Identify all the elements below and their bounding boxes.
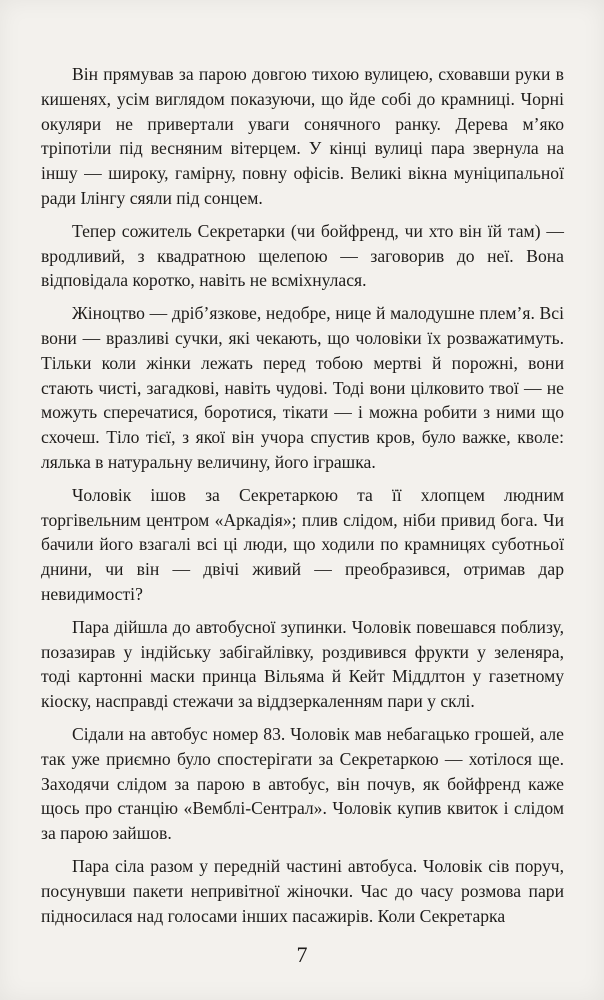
body-text bbox=[41, 62, 564, 936]
paragraph-7: Пара сіла разом у передній частині автобуса. Чоловік сів поруч, посунувши пакети непривітної жіночки. Час до часу розмова пари підносилася над голосами інших пасажирів. Коли Секретарка bbox=[41, 855, 564, 926]
paragraph-5: Пара дійшла до автобусної зупинки. Чоловік повешався поблизу, позазирав у індійську забігайлівку, роздивився фрукти у зеленяра, тоді картонні маски принца Вільяма й Кейт Міддлтон у газетному кіоску, насправді стежачи за віддзеркаленням пари у склі. bbox=[41, 616, 564, 712]
paragraph-2: Тепер сожитель Секретарки (чи бойфренд, чи хто він їй там) — вродливий, з квадратною щелепою — заговорив до неї. Вона відповідала коротко, навіть не всміхнулася. bbox=[41, 220, 564, 291]
page-number: 7 bbox=[296, 942, 308, 967]
paragraph-1: Він прямував за парою довгою тихою вулицею, сховавши руки в кишенях, усім виглядом показуючи, що йде собі до крамниці. Чорні окуляри не привертали уваги сонячного ранку. Дерева м’яко тріпотіли під весняним вітерцем. У кінці вулиці пара звернула на іншу — широку, гамірну, повну офісів. Великі вікна муніципальної ради Ілінгу сяяли під сонцем. bbox=[41, 64, 564, 208]
paragraph-4: Чоловік ішов за Секретаркою та її хлопцем людним торгівельним центром «Аркадія»; плив слідом, ніби привид бога. Чи бачили його взагалі всі ці люди, що ходили по крамницях суботньої днини, чи він — двічі живий — преобразився, отримав дар невидимості? bbox=[41, 484, 564, 604]
paragraph-6: Сідали на автобус номер 83. Чоловік мав небагацько грошей, але так уже приємно було спостерігати за Секретаркою — хотілося ще. Заходячи слідом за парою в автобус, він почув, як бойфренд каже щось про станцію «Вемблі-Сентрал». Чоловік купив квиток і слідом за парою зайшов. bbox=[41, 723, 564, 844]
paragraph-3: Жіноцтво — дріб’язкове, недобре, нице й малодушне плем’я. Всі вони — вразливі сучки, які чекають, що чоловіки їх розважатимуть. Тільки коли жінки лежать перед тобою мертві й порожні, вони стають чисті, загадкові, навіть чудові. Тоді вони цілковито твої — не можуть сперечатися, боротися, тікати — і можна робити з ними що схочеш. Тіло тієї, з якої він учора спустив кров, було важке, кволе: лялька в натуральну величину, його іграшка. bbox=[41, 303, 564, 472]
